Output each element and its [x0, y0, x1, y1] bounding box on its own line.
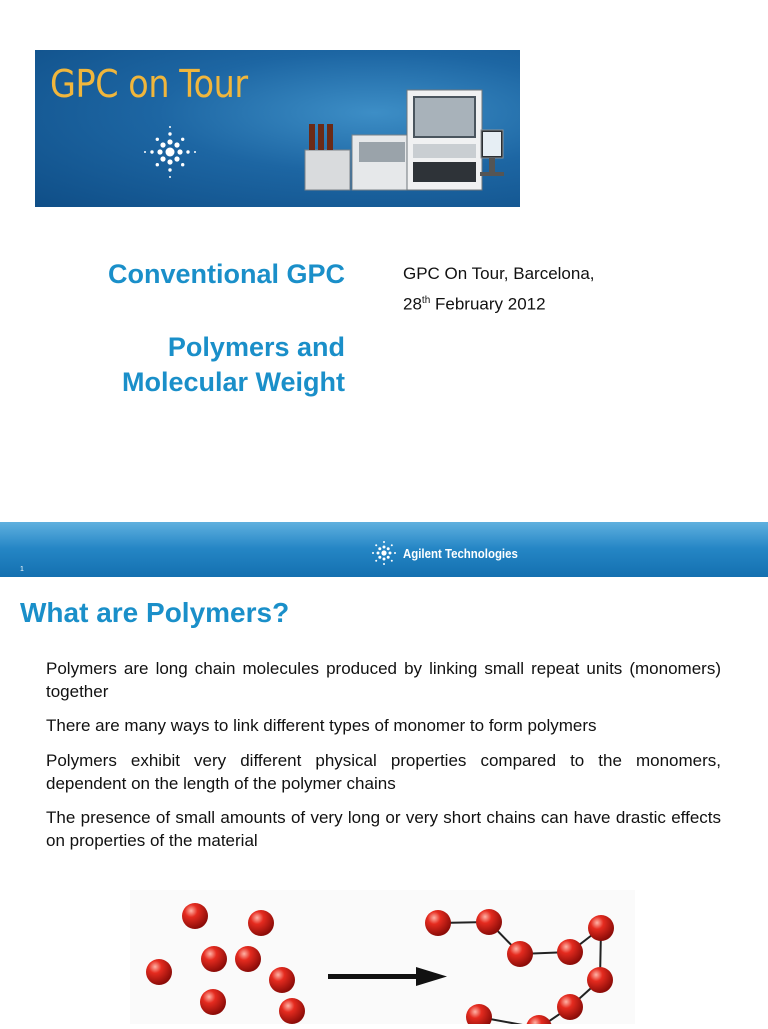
- reaction-arrow: [328, 967, 447, 986]
- bullet-2: There are many ways to link different types of monomer to form polymers: [46, 716, 597, 735]
- title-banner: [35, 50, 520, 207]
- slide2-title: What are Polymers?: [20, 597, 290, 628]
- slide-heading: Conventional GPC: [107, 259, 345, 289]
- subheading-line1: Polymers and: [167, 332, 345, 362]
- date-day: 28: [403, 294, 422, 314]
- page-number: 1: [20, 566, 24, 573]
- date-rest: February 2012: [430, 294, 546, 314]
- bullet-1: Polymers are long chain molecules produced by linking small repeat units (monomers) together: [46, 659, 721, 701]
- monomer-to-polymer-illustration: [130, 890, 635, 1024]
- bullet-4: The presence of small amounts of very long or very short chains can have drastic effects on properties of the material: [46, 808, 721, 850]
- gpc-instrument-image: [297, 80, 507, 205]
- subheading-line2: Molecular Weight: [121, 367, 345, 397]
- agilent-brand: [370, 539, 534, 567]
- agilent-spark-icon: [143, 125, 197, 179]
- event-location: GPC On Tour, Barcelona,: [403, 264, 595, 283]
- polymer-diagram: [130, 890, 635, 1024]
- agilent-logo-icon: [370, 539, 398, 567]
- event-date: [403, 287, 595, 318]
- event-info: [403, 260, 595, 318]
- brand-name: Agilent Technologies: [403, 545, 518, 561]
- free-monomers: [146, 903, 305, 1024]
- banner-title: GPC on Tour: [50, 62, 248, 106]
- bullet-3: Polymers exhibit very different physical properties compared to the monomers, dependent on the length of the polymer chains: [46, 751, 721, 793]
- date-suffix: th: [421, 295, 431, 306]
- slide-subheading: [122, 330, 345, 400]
- polymer-chain: [425, 909, 614, 1024]
